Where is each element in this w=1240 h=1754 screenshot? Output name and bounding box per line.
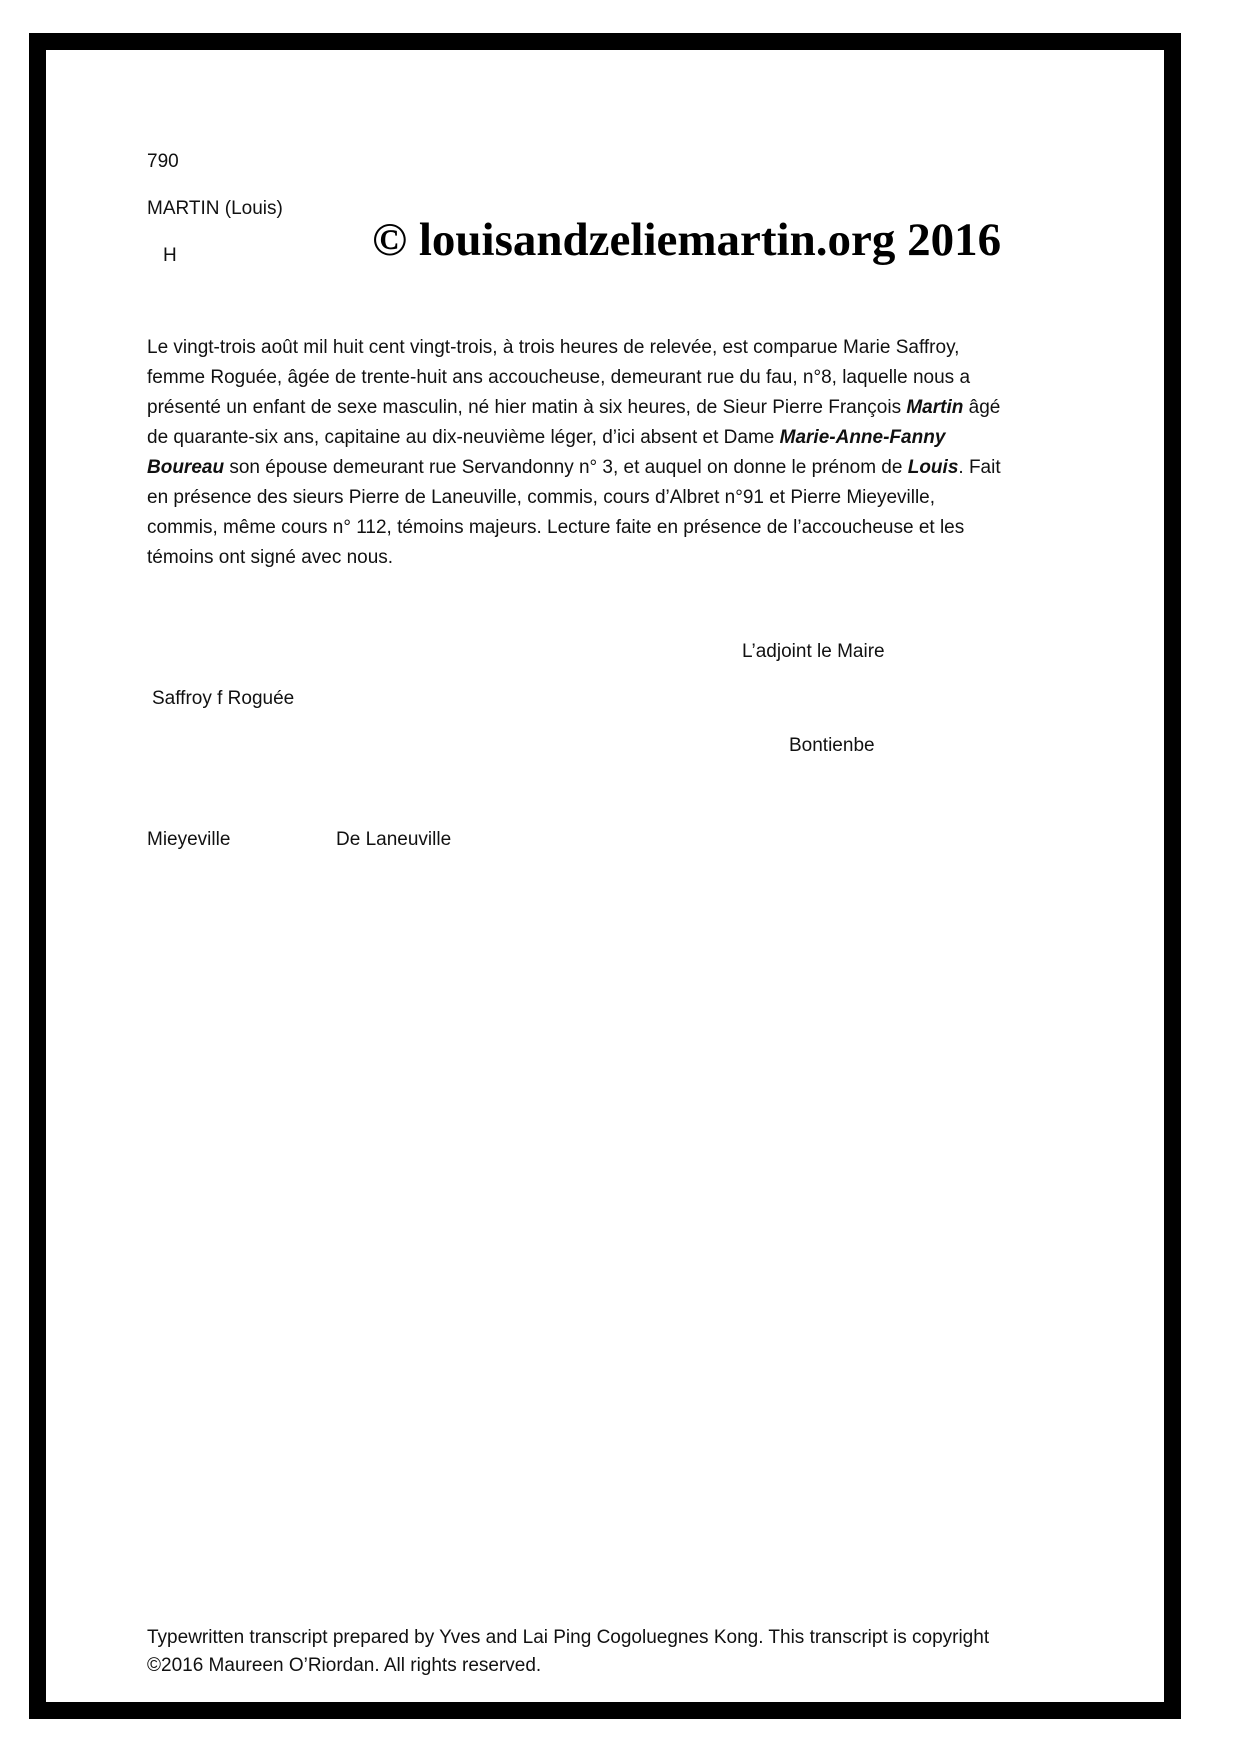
signature-bontienbe: Bontienbe	[789, 735, 875, 756]
signature-laneuville: De Laneuville	[336, 829, 452, 850]
birth-record-text	[147, 333, 1092, 573]
footer-line-1: Typewritten transcript prepared by Yves and Lai Ping Cogoluegnes Kong. This transcript is copyright	[147, 1627, 990, 1648]
transcript-footer	[147, 1624, 1092, 1680]
record-number: 790	[147, 151, 179, 172]
copyright-watermark: © louisandzeliemartin.org 2016	[372, 214, 1002, 266]
body-line-7: commis, même cours n° 112, témoins majeurs. Lecture faite en présence de l’accoucheuse et les	[147, 517, 965, 538]
adjoint-maire-label: L’adjoint le Maire	[742, 641, 885, 662]
mother-surname: Boureau	[147, 457, 225, 478]
body-line-4	[147, 423, 1092, 453]
signature-saffroy: Saffroy f Roguée	[152, 688, 295, 709]
body-line-5	[147, 453, 1092, 483]
body-line-5-text: son épouse demeurant rue Servandonny n° 3, et auquel on donne le prénom de	[224, 457, 908, 478]
body-line-3-end: âgé	[963, 397, 1001, 418]
page-border	[29, 33, 1181, 1719]
mother-given-names: Marie-Anne-Fanny	[779, 427, 946, 448]
signature-mieyeville: Mieyeville	[147, 829, 231, 850]
body-line-5-end: . Fait	[958, 457, 1001, 478]
body-line-1: Le vingt-trois août mil huit cent vingt-trois, à trois heures de relevée, est comparue Marie Saffroy,	[147, 337, 960, 358]
body-line-8: témoins ont signé avec nous.	[147, 547, 394, 568]
sex-marker: H	[163, 245, 177, 266]
body-line-6: en présence des sieurs Pierre de Laneuville, commis, cours d’Albret n°91 et Pierre Mieyeville,	[147, 487, 936, 508]
body-line-3	[147, 393, 1092, 423]
subject-name: MARTIN (Louis)	[147, 198, 283, 219]
footer-line-2: ©2016 Maureen O’Riordan. All rights reserved.	[147, 1655, 542, 1676]
father-surname: Martin	[906, 397, 964, 418]
body-line-3-text: présenté un enfant de sexe masculin, né hier matin à six heures, de Sieur Pierre François	[147, 397, 907, 418]
child-given-name: Louis	[907, 457, 959, 478]
body-line-2: femme Roguée, âgée de trente-huit ans accoucheuse, demeurant rue du fau, n°8, laquelle nous a	[147, 367, 971, 388]
body-line-4-text: de quarante-six ans, capitaine au dix-neuvième léger, d’ici absent et Dame	[147, 427, 780, 448]
